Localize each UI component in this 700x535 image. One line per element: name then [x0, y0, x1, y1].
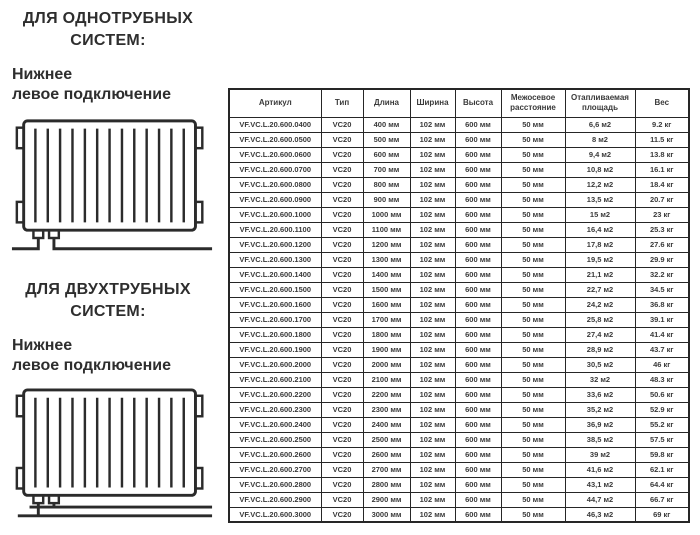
table-cell: 2200 мм	[363, 387, 410, 402]
table-cell: VF.VC.L.20.600.1500	[229, 282, 321, 297]
table-row	[229, 222, 689, 237]
table-cell: 50 мм	[501, 417, 565, 432]
table-cell: 16,4 м2	[565, 222, 635, 237]
table-cell: 57.5 кг	[635, 432, 689, 447]
table-cell: 20.7 кг	[635, 192, 689, 207]
table-cell: 50 мм	[501, 297, 565, 312]
table-cell: 32.2 кг	[635, 267, 689, 282]
table-cell: 19,5 м2	[565, 252, 635, 267]
table-cell: VC20	[321, 117, 363, 132]
table-cell: 102 мм	[410, 297, 455, 312]
table-cell: VC20	[321, 312, 363, 327]
table-cell: 600 мм	[455, 297, 501, 312]
table-cell: 50.6 кг	[635, 387, 689, 402]
table-cell: 9,4 м2	[565, 147, 635, 162]
table-cell: 50 мм	[501, 462, 565, 477]
table-cell: 59.8 кг	[635, 447, 689, 462]
table-cell: VC20	[321, 147, 363, 162]
table-cell: VC20	[321, 222, 363, 237]
table-cell: 102 мм	[410, 387, 455, 402]
table-cell: 50 мм	[501, 177, 565, 192]
table-cell: VC20	[321, 252, 363, 267]
table-row	[229, 342, 689, 357]
table-cell: 102 мм	[410, 147, 455, 162]
table-cell: VC20	[321, 492, 363, 507]
table-row	[229, 447, 689, 462]
table-row	[229, 267, 689, 282]
table-cell: 50 мм	[501, 252, 565, 267]
table-cell: 1200 мм	[363, 237, 410, 252]
table-row	[229, 147, 689, 162]
table-cell: 50 мм	[501, 342, 565, 357]
table-cell: 32 м2	[565, 372, 635, 387]
table-cell: 600 мм	[455, 252, 501, 267]
table-cell: VF.VC.L.20.600.2800	[229, 477, 321, 492]
table-cell: 600 мм	[363, 147, 410, 162]
table-cell: 600 мм	[455, 417, 501, 432]
table-cell: 50 мм	[501, 192, 565, 207]
table-cell: 102 мм	[410, 417, 455, 432]
table-cell: 48.3 кг	[635, 372, 689, 387]
table-cell: 22,7 м2	[565, 282, 635, 297]
table-row	[229, 177, 689, 192]
table-cell: 102 мм	[410, 492, 455, 507]
table-cell: VF.VC.L.20.600.2100	[229, 372, 321, 387]
table-cell: 6,6 м2	[565, 117, 635, 132]
header-cell: Длина	[363, 89, 410, 117]
table-row	[229, 507, 689, 522]
heading-line: СИСТЕМ:	[70, 32, 146, 49]
table-cell: VF.VC.L.20.600.2300	[229, 402, 321, 417]
table-cell: 102 мм	[410, 432, 455, 447]
table-cell: VC20	[321, 267, 363, 282]
table-cell: 102 мм	[410, 132, 455, 147]
header-cell: Артикул	[229, 89, 321, 117]
table-cell: 102 мм	[410, 312, 455, 327]
table-cell: 41.4 кг	[635, 327, 689, 342]
table-cell: 1300 мм	[363, 252, 410, 267]
section-heading-single-pipe	[10, 8, 206, 52]
table-cell: VF.VC.L.20.600.0500	[229, 132, 321, 147]
table-cell: 102 мм	[410, 207, 455, 222]
table-cell: 50 мм	[501, 477, 565, 492]
table-cell: 102 мм	[410, 477, 455, 492]
table-cell: 1600 мм	[363, 297, 410, 312]
table-row	[229, 477, 689, 492]
table-cell: VF.VC.L.20.600.2400	[229, 417, 321, 432]
table-cell: 55.2 кг	[635, 417, 689, 432]
table-cell: 900 мм	[363, 192, 410, 207]
table-cell: VC20	[321, 162, 363, 177]
spec-table	[228, 88, 690, 523]
table-cell: 24,2 м2	[565, 297, 635, 312]
header-cell: Межосевое расстояние	[501, 89, 565, 117]
table-cell: 600 мм	[455, 147, 501, 162]
table-cell: 2800 мм	[363, 477, 410, 492]
table-cell: 46 кг	[635, 357, 689, 372]
table-cell: VC20	[321, 402, 363, 417]
table-cell: VF.VC.L.20.600.2000	[229, 357, 321, 372]
table-cell: 102 мм	[410, 462, 455, 477]
table-cell: VF.VC.L.20.600.0800	[229, 177, 321, 192]
table-row	[229, 207, 689, 222]
table-cell: 700 мм	[363, 162, 410, 177]
table-cell: 44,7 м2	[565, 492, 635, 507]
table-cell: 600 мм	[455, 267, 501, 282]
table-cell: 600 мм	[455, 132, 501, 147]
table-cell: 41,6 м2	[565, 462, 635, 477]
table-cell: 102 мм	[410, 192, 455, 207]
table-cell: 102 мм	[410, 237, 455, 252]
table-cell: 50 мм	[501, 372, 565, 387]
table-cell: 600 мм	[455, 327, 501, 342]
header-cell: Вес	[635, 89, 689, 117]
table-row	[229, 432, 689, 447]
table-cell: 50 мм	[501, 357, 565, 372]
table-cell: 2100 мм	[363, 372, 410, 387]
table-cell: 102 мм	[410, 252, 455, 267]
table-cell: 28,9 м2	[565, 342, 635, 357]
table-cell: 102 мм	[410, 267, 455, 282]
table-cell: VF.VC.L.20.600.1300	[229, 252, 321, 267]
table-cell: 29.9 кг	[635, 252, 689, 267]
table-cell: 102 мм	[410, 117, 455, 132]
table-cell: VF.VC.L.20.600.1200	[229, 237, 321, 252]
table-cell: 27.6 кг	[635, 237, 689, 252]
connection-subheading	[10, 65, 218, 105]
table-row	[229, 402, 689, 417]
table-cell: 50 мм	[501, 507, 565, 522]
table-cell: 50 мм	[501, 447, 565, 462]
table-cell: 600 мм	[455, 222, 501, 237]
table-cell: 18.4 кг	[635, 177, 689, 192]
table-cell: 43,1 м2	[565, 477, 635, 492]
table-cell: 600 мм	[455, 117, 501, 132]
table-cell: 43.7 кг	[635, 342, 689, 357]
table-cell: 50 мм	[501, 387, 565, 402]
table-cell: 500 мм	[363, 132, 410, 147]
table-cell: 102 мм	[410, 282, 455, 297]
table-cell: 21,1 м2	[565, 267, 635, 282]
table-cell: 1000 мм	[363, 207, 410, 222]
table-cell: 10,8 м2	[565, 162, 635, 177]
table-row	[229, 252, 689, 267]
table-cell: 38,5 м2	[565, 432, 635, 447]
table-cell: 400 мм	[363, 117, 410, 132]
table-cell: VC20	[321, 477, 363, 492]
table-cell: VF.VC.L.20.600.1800	[229, 327, 321, 342]
table-cell: VC20	[321, 177, 363, 192]
table-cell: VC20	[321, 417, 363, 432]
table-cell: VC20	[321, 342, 363, 357]
table-cell: 8 м2	[565, 132, 635, 147]
table-row	[229, 492, 689, 507]
table-row	[229, 237, 689, 252]
section-heading-two-pipe	[10, 279, 206, 323]
table-cell: VF.VC.L.20.600.2900	[229, 492, 321, 507]
table-cell: 12,2 м2	[565, 177, 635, 192]
connection-subheading	[10, 336, 218, 376]
table-cell: 102 мм	[410, 357, 455, 372]
table-cell: 64.4 кг	[635, 477, 689, 492]
table-row	[229, 417, 689, 432]
table-cell: 600 мм	[455, 177, 501, 192]
table-row	[229, 312, 689, 327]
table-cell: 15 м2	[565, 207, 635, 222]
table-row	[229, 192, 689, 207]
table-cell: 46,3 м2	[565, 507, 635, 522]
table-cell: VF.VC.L.20.600.0600	[229, 147, 321, 162]
table-cell: VC20	[321, 462, 363, 477]
heading-line: ДЛЯ ОДНОТРУБНЫХ	[22, 10, 194, 27]
table-cell: VF.VC.L.20.600.3000	[229, 507, 321, 522]
table-row	[229, 357, 689, 372]
spec-table-container	[228, 88, 690, 523]
table-cell: 50 мм	[501, 492, 565, 507]
table-cell: 102 мм	[410, 327, 455, 342]
table-cell: 600 мм	[455, 162, 501, 177]
table-cell: 25.3 кг	[635, 222, 689, 237]
table-cell: VC20	[321, 432, 363, 447]
table-cell: VF.VC.L.20.600.1900	[229, 342, 321, 357]
table-cell: VC20	[321, 192, 363, 207]
table-cell: VF.VC.L.20.600.2500	[229, 432, 321, 447]
table-cell: 2400 мм	[363, 417, 410, 432]
two-pipe-section	[10, 279, 218, 523]
table-cell: 600 мм	[455, 507, 501, 522]
table-cell: VF.VC.L.20.600.2600	[229, 447, 321, 462]
table-cell: 62.1 кг	[635, 462, 689, 477]
table-cell: 50 мм	[501, 132, 565, 147]
table-cell: VC20	[321, 237, 363, 252]
table-row	[229, 117, 689, 132]
table-cell: 50 мм	[501, 267, 565, 282]
table-cell: 25,8 м2	[565, 312, 635, 327]
table-cell: 66.7 кг	[635, 492, 689, 507]
subheading-line: левое подключение	[12, 357, 171, 375]
table-cell: 50 мм	[501, 237, 565, 252]
table-cell: 600 мм	[455, 207, 501, 222]
table-cell: 50 мм	[501, 207, 565, 222]
table-cell: 35,2 м2	[565, 402, 635, 417]
table-cell: 800 мм	[363, 177, 410, 192]
table-row	[229, 327, 689, 342]
table-cell: VF.VC.L.20.600.2200	[229, 387, 321, 402]
table-cell: 102 мм	[410, 177, 455, 192]
table-cell: 102 мм	[410, 372, 455, 387]
table-cell: VC20	[321, 447, 363, 462]
table-cell: VF.VC.L.20.600.1100	[229, 222, 321, 237]
table-cell: 2000 мм	[363, 357, 410, 372]
table-cell: 23 кг	[635, 207, 689, 222]
table-cell: 52.9 кг	[635, 402, 689, 417]
radiator-diagram-two-pipe	[10, 386, 215, 523]
left-panel	[10, 8, 218, 523]
table-cell: 1400 мм	[363, 267, 410, 282]
table-cell: VC20	[321, 297, 363, 312]
table-cell: 34.5 кг	[635, 282, 689, 297]
table-cell: 600 мм	[455, 282, 501, 297]
table-cell: 1700 мм	[363, 312, 410, 327]
table-cell: 50 мм	[501, 222, 565, 237]
table-cell: 13.8 кг	[635, 147, 689, 162]
table-cell: 13,5 м2	[565, 192, 635, 207]
table-cell: VC20	[321, 282, 363, 297]
table-cell: 600 мм	[455, 237, 501, 252]
table-cell: 1500 мм	[363, 282, 410, 297]
table-cell: 11.5 кг	[635, 132, 689, 147]
single-pipe-section	[10, 8, 218, 259]
table-cell: 50 мм	[501, 432, 565, 447]
table-cell: VC20	[321, 357, 363, 372]
table-cell: 102 мм	[410, 342, 455, 357]
header-cell: Ширина	[410, 89, 455, 117]
table-cell: 102 мм	[410, 222, 455, 237]
table-cell: 600 мм	[455, 432, 501, 447]
table-cell: 1900 мм	[363, 342, 410, 357]
table-cell: 50 мм	[501, 117, 565, 132]
table-cell: VF.VC.L.20.600.1400	[229, 267, 321, 282]
table-cell: 102 мм	[410, 447, 455, 462]
table-cell: 36.8 кг	[635, 297, 689, 312]
table-cell: VF.VC.L.20.600.0400	[229, 117, 321, 132]
table-row	[229, 372, 689, 387]
radiator-diagram-single-pipe	[10, 115, 215, 259]
table-cell: 600 мм	[455, 387, 501, 402]
table-cell: 39.1 кг	[635, 312, 689, 327]
table-cell: 102 мм	[410, 507, 455, 522]
subheading-line: Нижнее	[12, 337, 73, 355]
table-row	[229, 462, 689, 477]
table-cell: VF.VC.L.20.600.1000	[229, 207, 321, 222]
table-cell: 3000 мм	[363, 507, 410, 522]
table-cell: 600 мм	[455, 312, 501, 327]
table-cell: 50 мм	[501, 312, 565, 327]
table-row	[229, 162, 689, 177]
table-cell: 27,4 м2	[565, 327, 635, 342]
table-cell: 39 м2	[565, 447, 635, 462]
table-cell: 600 мм	[455, 492, 501, 507]
table-cell: 2500 мм	[363, 432, 410, 447]
table-cell: VC20	[321, 507, 363, 522]
table-cell: 33,6 м2	[565, 387, 635, 402]
table-cell: VC20	[321, 327, 363, 342]
table-cell: 50 мм	[501, 327, 565, 342]
table-cell: 50 мм	[501, 402, 565, 417]
table-cell: 600 мм	[455, 192, 501, 207]
table-cell: VC20	[321, 372, 363, 387]
table-cell: 600 мм	[455, 462, 501, 477]
table-cell: 102 мм	[410, 402, 455, 417]
table-row	[229, 132, 689, 147]
table-cell: VC20	[321, 132, 363, 147]
subheading-line: левое подключение	[12, 86, 171, 103]
table-cell: 69 кг	[635, 507, 689, 522]
table-cell: 17,8 м2	[565, 237, 635, 252]
table-cell: 2700 мм	[363, 462, 410, 477]
table-header-row	[229, 89, 689, 117]
table-cell: 1100 мм	[363, 222, 410, 237]
table-cell: 50 мм	[501, 147, 565, 162]
table-row	[229, 297, 689, 312]
table-cell: 30,5 м2	[565, 357, 635, 372]
table-cell: 2300 мм	[363, 402, 410, 417]
table-cell: 600 мм	[455, 357, 501, 372]
table-cell: VC20	[321, 207, 363, 222]
table-cell: 102 мм	[410, 162, 455, 177]
table-cell: VF.VC.L.20.600.1700	[229, 312, 321, 327]
header-cell: Тип	[321, 89, 363, 117]
table-cell: 2900 мм	[363, 492, 410, 507]
table-cell: 16.1 кг	[635, 162, 689, 177]
table-cell: 36,9 м2	[565, 417, 635, 432]
table-cell: 1800 мм	[363, 327, 410, 342]
table-cell: VF.VC.L.20.600.1600	[229, 297, 321, 312]
subheading-line: Нижнее	[12, 66, 73, 83]
table-cell: 600 мм	[455, 342, 501, 357]
heading-line: СИСТЕМ:	[70, 303, 146, 321]
table-cell: 50 мм	[501, 162, 565, 177]
table-cell: VF.VC.L.20.600.0700	[229, 162, 321, 177]
table-cell: 50 мм	[501, 282, 565, 297]
table-cell: 2600 мм	[363, 447, 410, 462]
table-cell: 600 мм	[455, 477, 501, 492]
table-cell: 600 мм	[455, 447, 501, 462]
table-cell: 600 мм	[455, 402, 501, 417]
heading-line: ДЛЯ ДВУХТРУБНЫХ	[25, 281, 191, 299]
table-cell: 600 мм	[455, 372, 501, 387]
table-cell: VF.VC.L.20.600.0900	[229, 192, 321, 207]
table-row	[229, 387, 689, 402]
table-cell: VF.VC.L.20.600.2700	[229, 462, 321, 477]
header-cell: Высота	[455, 89, 501, 117]
table-cell: 9.2 кг	[635, 117, 689, 132]
table-row	[229, 282, 689, 297]
header-cell: Отапливаемая площадь	[565, 89, 635, 117]
table-cell: VC20	[321, 387, 363, 402]
